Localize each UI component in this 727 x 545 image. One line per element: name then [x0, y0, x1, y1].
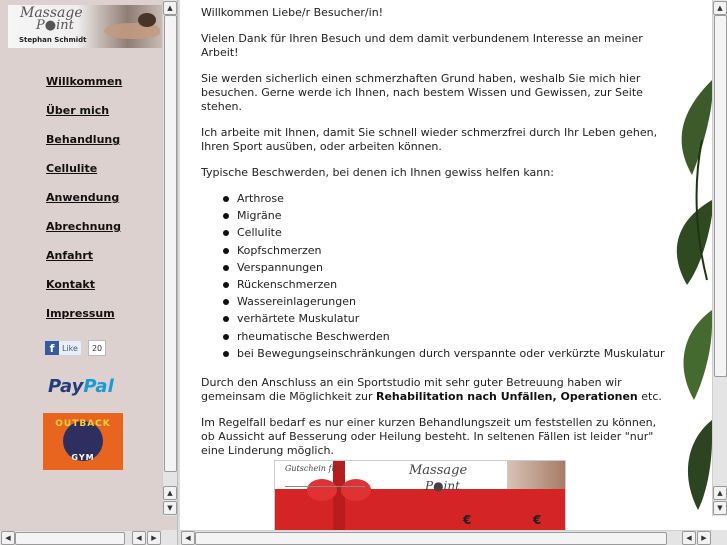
logo-owner: Stephan Schmidt [19, 36, 87, 44]
nav-item-anwendung [46, 186, 122, 215]
left-frame-horizontal-scrollbar[interactable] [0, 530, 162, 545]
nav-item-ueber-mich [46, 99, 122, 128]
left-frame-hscroll-thumb[interactable] [15, 532, 125, 545]
left-frame-scroll-thumb[interactable] [164, 15, 177, 472]
nav-item-abrechnung [46, 215, 122, 244]
content-horizontal-scrollbar[interactable] [180, 530, 712, 545]
list-item: rheumatische Beschwerden [237, 330, 671, 347]
scroll-up-arrow-icon[interactable]: ▲ [713, 486, 727, 500]
logo-photo-head [138, 13, 156, 27]
nav-link-abrechnung[interactable]: Abrechnung [46, 220, 121, 233]
scroll-left-arrow-icon[interactable]: ◀ [682, 531, 696, 545]
rehab-paragraph [201, 376, 671, 404]
voucher-label: Gutschein für [285, 464, 341, 473]
navigation-frame [0, 0, 177, 545]
goal-paragraph: Ich arbeite mit Ihnen, damit Sie schnell wieder schmerzfrei durch Ihr Leben gehen, Ihren Sport ausüben, oder arbeiten können. [201, 126, 658, 153]
nav-item-impressum [46, 302, 122, 331]
scroll-up-arrow-icon[interactable]: ▲ [713, 1, 727, 15]
complaints-list [201, 192, 671, 364]
nav-link-ueber-mich[interactable]: Über mich [46, 104, 110, 117]
content-scroll-thumb[interactable] [714, 15, 727, 377]
scroll-left-arrow-icon[interactable]: ◀ [1, 531, 15, 545]
intro-paragraph: Vielen Dank für Ihren Besuch und dem damit verbundenem Interesse an meiner Arbeit! [201, 32, 643, 59]
facebook-like-button[interactable] [44, 340, 82, 356]
list-item: Arthrose [237, 192, 671, 209]
outback-gym-name: OUTBACK [55, 419, 111, 429]
outback-gym-sub: GYM [71, 453, 95, 462]
nav-link-impressum[interactable]: Impressum [46, 307, 115, 320]
main-nav [46, 70, 122, 331]
voucher-euro-sign: € [533, 513, 542, 527]
scroll-left-arrow-icon[interactable]: ◀ [181, 531, 195, 545]
outback-gym-logo[interactable] [43, 413, 123, 470]
treatment-paragraph: Im Regelfall bedarf es nur einer kurzen Behandlungszeit um feststellen zu können, ob Aussicht auf Besserung oder Heilung besteht. In seltenen Fällen ist leider "nur" eine Linderung möglich. [201, 415, 657, 457]
list-item: Kopfschmerzen [237, 244, 671, 261]
paypal-logo[interactable] [48, 376, 114, 397]
facebook-like-count: 20 [88, 340, 106, 356]
rehab-text-start: Durch den Anschluss an ein Sportstudio mit sehr guter Betreuung haben wir gemeinsam die Möglichkeit zur [201, 375, 622, 403]
voucher-bow-left [307, 479, 337, 501]
scroll-down-arrow-icon[interactable]: ▼ [163, 501, 177, 515]
list-item: Migräne [237, 209, 671, 226]
scroll-right-arrow-icon[interactable]: ▶ [147, 531, 161, 545]
facebook-like-widget [44, 340, 106, 356]
list-item: verhärtete Muskulatur [237, 312, 671, 329]
scrollbar-corner [162, 530, 177, 545]
nav-item-willkommen [46, 70, 122, 99]
rehab-text-end: etc. [637, 389, 662, 403]
nav-item-cellulite [46, 157, 122, 186]
facebook-f-icon: f [45, 341, 59, 355]
welcome-text [201, 6, 671, 470]
scroll-right-arrow-icon[interactable]: ▶ [697, 531, 711, 545]
scroll-up-arrow-icon[interactable]: ▲ [163, 486, 177, 500]
reason-paragraph: Sie werden sicherlich einen schmerzhaften Grund haben, weshalb Sie mich hier besuchen. Gerne werde ich Ihnen, nach bestem Wissen und Gewissen, zur Seite stehen. [201, 72, 643, 113]
nav-item-behandlung [46, 128, 122, 157]
list-item: bei Bewegungseinschränkungen durch verspannte oder verkürzte Muskulatur [237, 347, 671, 364]
nav-link-kontakt[interactable]: Kontakt [46, 278, 95, 291]
nav-link-anfahrt[interactable]: Anfahrt [46, 249, 94, 262]
voucher-bow-right [341, 479, 371, 501]
logo-brand-sub: P●int [36, 18, 74, 33]
list-item: Cellulite [237, 226, 671, 243]
nav-link-anwendung[interactable]: Anwendung [46, 191, 120, 204]
list-item: Wassereinlagerungen [237, 295, 671, 312]
voucher-brand: Massage [409, 463, 468, 478]
voucher-photo [507, 461, 565, 489]
logo-brand: Massage [20, 5, 83, 21]
voucher-brand-sub: P●int [425, 479, 460, 493]
nav-link-willkommen[interactable]: Willkommen [46, 75, 123, 88]
rehab-text-bold: Rehabilitation nach Unfällen, Operationen [375, 389, 638, 403]
content-vertical-scrollbar[interactable] [712, 0, 727, 516]
nav-item-kontakt [46, 273, 122, 302]
greeting: Willkommen Liebe/r Besucher/in! [201, 6, 384, 19]
content-frame [180, 0, 712, 530]
left-frame-vertical-scrollbar[interactable] [162, 0, 177, 516]
scrollbar-corner [712, 530, 727, 545]
paypal-logo-pay: Pay [48, 376, 84, 397]
voucher-name-line [285, 486, 365, 487]
scroll-up-arrow-icon[interactable]: ▲ [163, 1, 177, 15]
list-item: Rückenschmerzen [237, 278, 671, 295]
gift-voucher-image[interactable] [274, 460, 566, 530]
nav-link-behandlung[interactable]: Behandlung [46, 133, 121, 146]
scroll-down-arrow-icon[interactable]: ▼ [713, 501, 727, 515]
list-item: Verspannungen [237, 261, 671, 278]
complaints-intro: Typische Beschwerden, bei denen ich Ihnen gewiss helfen kann: [201, 166, 554, 179]
nav-link-cellulite[interactable]: Cellulite [46, 162, 98, 175]
content-hscroll-thumb[interactable] [195, 532, 667, 545]
facebook-like-label: Like [62, 343, 78, 353]
nav-item-anfahrt [46, 244, 122, 273]
scroll-left-arrow-icon[interactable]: ◀ [132, 531, 146, 545]
voucher-euro-sign: € [463, 513, 472, 527]
paypal-logo-pal: Pal [83, 376, 114, 397]
massage-point-logo[interactable] [8, 5, 162, 48]
